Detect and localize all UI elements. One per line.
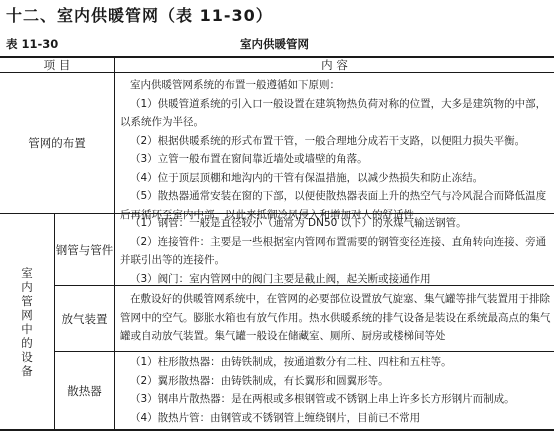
row-label-pipes-fittings: 钢管与管件: [55, 242, 114, 257]
venting-content: [120, 290, 554, 346]
content-line: 罐或自动放气装置。集气罐一般设在储藏室、厕所、厨房或楼梯间等处: [120, 330, 446, 342]
content-line: （1）柱形散热器：由铸铁制成，按通道数分有二柱、四柱和五柱等。: [130, 356, 452, 368]
content-line: 以系统作为半径。: [120, 116, 204, 128]
content-line: （2）根据供暖系统的形式布置干管，一般合理地分成若干支路，以便阻力损失平衡。: [130, 134, 526, 147]
header-item: 项 目: [43, 57, 71, 72]
table-number: 表 11-30: [6, 37, 59, 51]
content-line: （4）位于顶层顶棚和地沟内的干管有保温措施，以减少热损失和防止冻结。: [130, 171, 484, 184]
group-label-char: 设: [21, 349, 33, 364]
group-label-char: 室: [21, 265, 33, 280]
content-line: （3）钢串片散热器：是在两根或多根钢管或不锈钢上串上许多长方形钢片而制成。: [130, 393, 515, 405]
header-content: 内 容: [321, 57, 348, 72]
pipes-fittings-content: [120, 214, 554, 288]
content-line: （1）钢管：一般是直径较小（通常为 DN50 以下）的水煤气输送钢管。: [130, 217, 467, 229]
group-label-char: 备: [21, 363, 33, 378]
content-line: 在敷设好的供暖管网系统中，在管网的必要部位设置放气旋塞、集气罐等排气装置用于排除: [130, 293, 550, 305]
section-title: 十二、室内供暖管网（表 11-30）: [6, 6, 273, 25]
content-line: （5）散热器通常安装在窗的下部，以便使散热器表面上升的热空气与冷风混合而降低温度: [130, 190, 547, 202]
group-label-char: 中: [21, 321, 33, 336]
content-line: （2）翼形散热器：由铸铁制成，有长翼形和圆翼形等。: [130, 374, 389, 387]
venting-row-bottom-rule: [54, 351, 554, 352]
table-bottom-rule: [0, 429, 554, 431]
content-line: 管网中的空气。膨胀水箱也有放气作用。热水供暖系统的排气设备是装设在系统最高点的集气: [120, 311, 551, 324]
content-line: （4）散热片管：由钢管或不锈钢管上缠绕钢片，目前已不常用: [130, 411, 421, 424]
group-label-char: 管: [21, 293, 33, 308]
group-label-equipment: [0, 214, 54, 429]
content-line: （2）连接管件：主要是一些根据室内管网布置需要的钢管变径连接、直角转向连接、旁通: [130, 235, 547, 248]
content-line: 室内供暖管网系统的布置一般遵循如下原则：: [130, 79, 340, 91]
content-line: （1）供暖管道系统的引入口一般设置在建筑物热负荷对称的位置，大多是建筑物的中部，: [130, 97, 547, 110]
row-label-venting: 放气装置: [61, 311, 108, 326]
table-caption: 室内供暖管网: [240, 37, 309, 51]
group-label-char: 的: [21, 335, 33, 350]
content-line: （3）立管一般布置在窗间靠近墙处或墙壁的角落。: [130, 153, 368, 165]
content-line: （3）阀门：室内管网中的阀门主要是截止阀，起关断或接通作用: [130, 272, 431, 285]
content-line: 后再循环至室内中部，以此来抵御冷风侵入和增加对人的舒适性: [120, 208, 414, 221]
radiators-content: [120, 353, 554, 427]
group-label-char: 网: [21, 307, 33, 322]
row-label-radiators: 散热器: [67, 383, 102, 398]
group-label-char: 内: [21, 279, 33, 294]
content-line: 并联引出等的连接件。: [120, 254, 225, 266]
row-label-network-layout: 管网的布置: [28, 136, 86, 150]
network-layout-content: [120, 76, 554, 224]
item-content-divider: [114, 56, 115, 430]
